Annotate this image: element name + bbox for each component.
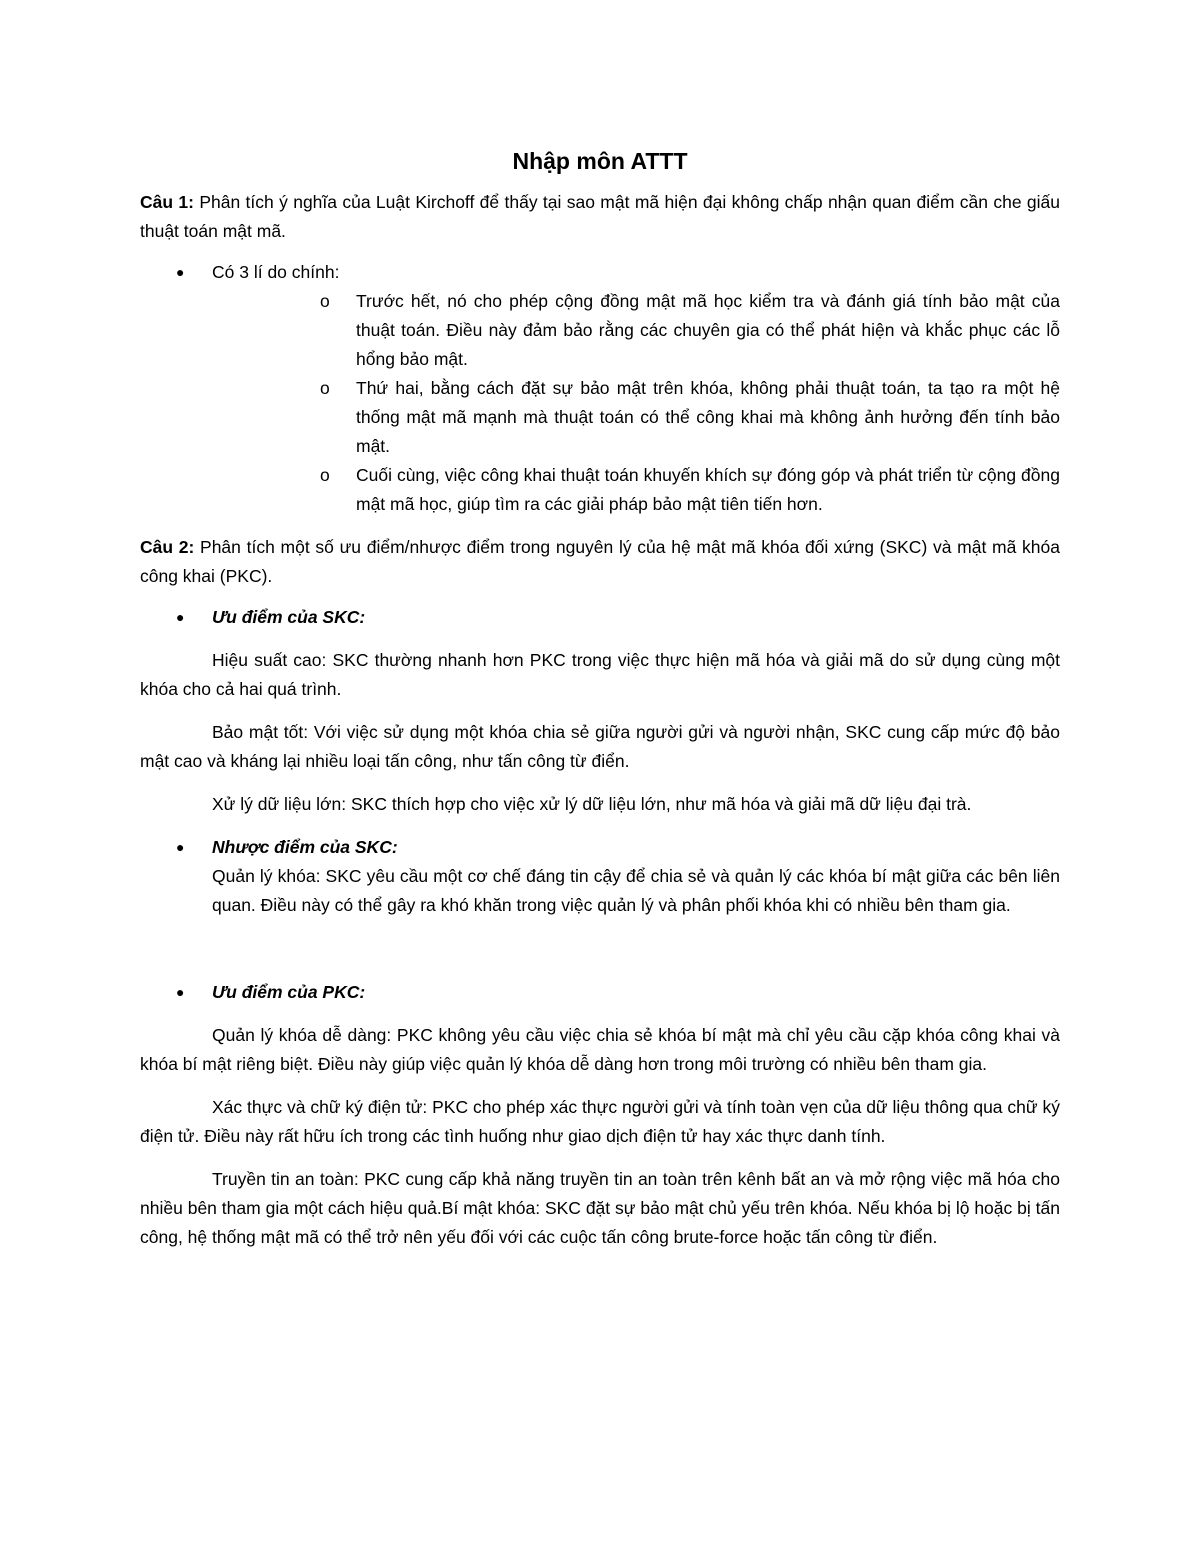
document-body [140, 140, 1060, 1252]
sub-bullet-icon: o [320, 378, 330, 398]
question-1-answer-list [140, 258, 1060, 519]
reasons-intro: Có 3 lí do chính: [212, 262, 340, 282]
list-item [140, 258, 1060, 519]
skc-pro-item: Hiệu suất cao: SKC thường nhanh hơn PKC trong việc thực hiện mã hóa và giải mã do sử dụng cùng một khóa cho cả hai quá trình. [140, 650, 1060, 699]
sub-bullet-icon: o [320, 465, 330, 485]
question-1-label: Câu 1: [140, 192, 194, 212]
bullet-icon: ● [176, 839, 185, 855]
reasons-list [212, 287, 1060, 519]
question-2-label: Câu 2: [140, 537, 195, 557]
pkc-pro-item: Xác thực và chữ ký điện tử: PKC cho phép xác thực người gửi và tính toàn vẹn của dữ liệu thông qua chữ ký điện tử. Điều này rất hữu ích trong các tình huống như giao dịch điện tử hay xác thực danh tính. [140, 1097, 1060, 1146]
pkc-pros-heading: Ưu điểm của PKC: [212, 982, 366, 1002]
bullet-icon: ● [176, 984, 185, 1000]
list-item [140, 603, 1060, 632]
list-item [140, 978, 1060, 1007]
list-item [212, 287, 1060, 374]
skc-cons-text: Quản lý khóa: SKC yêu cầu một cơ chế đáng tin cậy để chia sẻ và quản lý các khóa bí mật giữa các bên liên quan. Điều này có thể gây ra khó khăn trong việc quản lý và phân phối khóa khi có nhiều bên tham gia. [212, 866, 1060, 915]
bullet-icon: ● [176, 264, 185, 280]
list-item [212, 461, 1060, 519]
skc-cons-section [140, 833, 1060, 862]
reason-text: Thứ hai, bằng cách đặt sự bảo mật trên khóa, không phải thuật toán, ta tạo ra một hệ thống mật mã mạnh mà thuật toán có thể công khai mà không ảnh hưởng đến tính bảo mật. [356, 378, 1060, 456]
reason-text: Cuối cùng, việc công khai thuật toán khuyến khích sự đóng góp và phát triển từ cộng đồng mật mã học, giúp tìm ra các giải pháp bảo mật tiên tiến hơn. [356, 465, 1060, 514]
skc-pros-heading: Ưu điểm của SKC: [212, 607, 366, 627]
question-2-text: Phân tích một số ưu điểm/nhược điểm trong nguyên lý của hệ mật mã khóa đối xứng (SKC) và mật mã khóa công khai (PKC). [140, 537, 1060, 586]
bullet-icon: ● [176, 609, 185, 625]
spacer [140, 920, 1060, 970]
pkc-pro-item: Truyền tin an toàn: PKC cung cấp khả năng truyền tin an toàn trên kênh bất an và mở rộng việc mã hóa cho nhiều bên tham gia một cách hiệu quả.Bí mật khóa: SKC đặt sự bảo mật chủ yếu trên khóa. Nếu khóa bị lộ hoặc bị tấn công, hệ thống mật mã có thể trở nên yếu đối với các cuộc tấn công brute-force hoặc tấn công từ điển. [140, 1169, 1060, 1247]
sub-bullet-icon: o [320, 291, 330, 311]
skc-pros-section [140, 603, 1060, 632]
list-item [212, 374, 1060, 461]
question-1-text: Phân tích ý nghĩa của Luật Kirchoff để thấy tại sao mật mã hiện đại không chấp nhận quan điểm cần che giấu thuật toán mật mã. [140, 192, 1061, 241]
list-item [140, 833, 1060, 862]
question-1 [140, 188, 1060, 246]
skc-pro-item: Bảo mật tốt: Với việc sử dụng một khóa chia sẻ giữa người gửi và người nhận, SKC cung cấp mức độ bảo mật cao và kháng lại nhiều loại tấn công, như tấn công từ điển. [140, 722, 1060, 771]
reason-text: Trước hết, nó cho phép cộng đồng mật mã học kiểm tra và đánh giá tính bảo mật của thuật toán. Điều này đảm bảo rằng các chuyên gia có thể phát hiện và khắc phục các lỗ hổng bảo mật. [356, 291, 1060, 369]
page-title: Nhập môn ATTT [512, 148, 688, 174]
question-2 [140, 533, 1060, 591]
skc-pro-item: Xử lý dữ liệu lớn: SKC thích hợp cho việc xử lý dữ liệu lớn, như mã hóa và giải mã dữ liệu đại trà. [212, 794, 972, 814]
pkc-pros-section [140, 978, 1060, 1007]
pkc-pro-item: Quản lý khóa dễ dàng: PKC không yêu cầu việc chia sẻ khóa bí mật mà chỉ yêu cầu cặp khóa công khai và khóa bí mật riêng biệt. Điều này giúp việc quản lý khóa dễ dàng hơn trong môi trường có nhiều bên tham gia. [140, 1025, 1060, 1074]
skc-cons-heading: Nhược điểm của SKC: [212, 837, 398, 857]
